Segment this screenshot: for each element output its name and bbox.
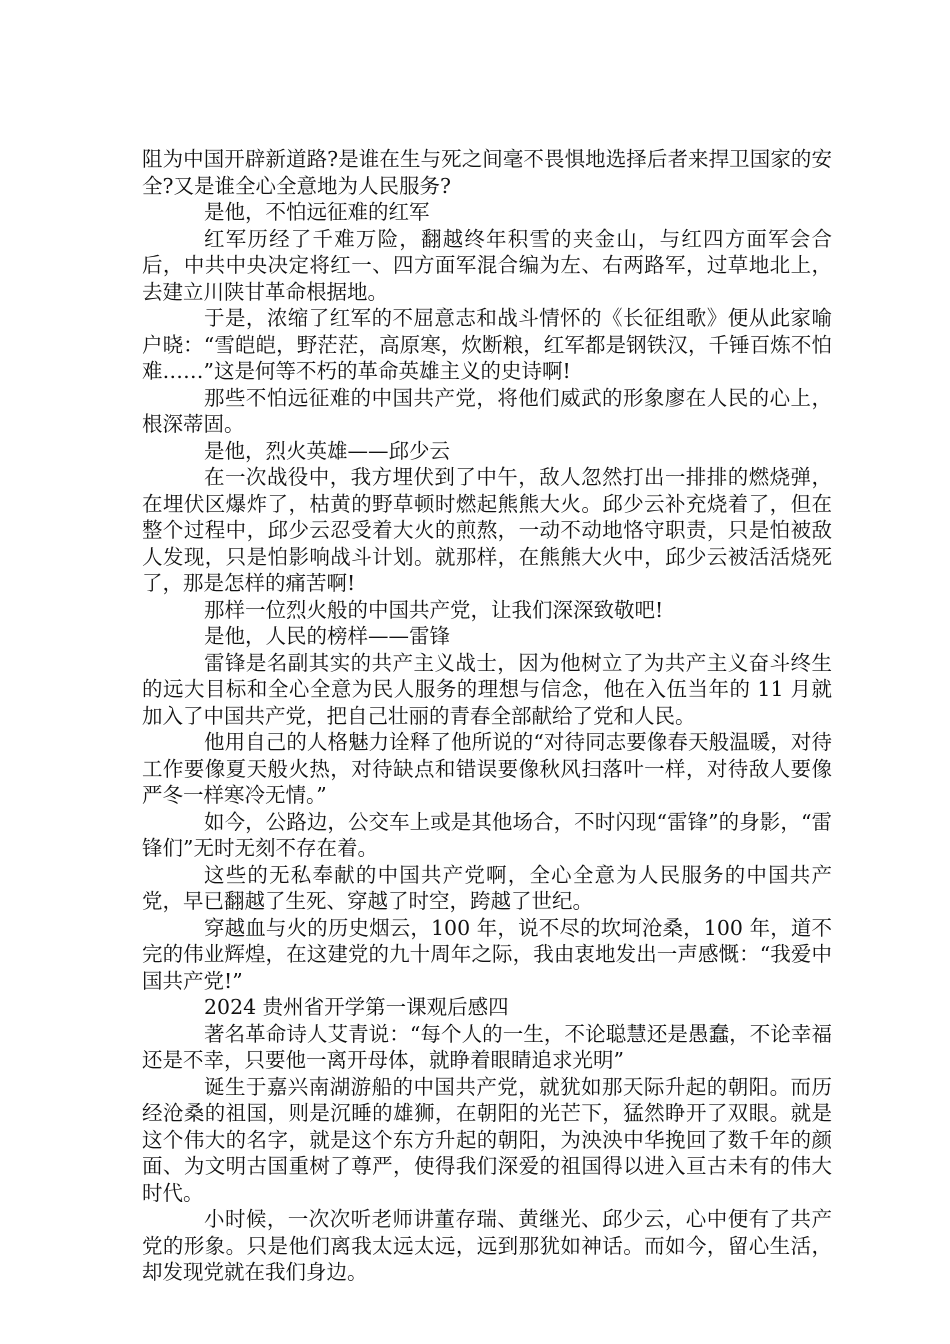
paragraph: 那样一位烈火般的中国共产党，让我们深深致敬吧!: [204, 597, 664, 622]
paragraph: 这些的无私奉献的中国共产党啊，全心全意为人民服务的中国共产党，早已翻越了生死、穿越了时空，跨越了世纪。: [142, 862, 832, 913]
paragraph: 雷锋是名副其实的共产主义战士，因为他树立了为共产主义奋斗终生的远大目标和全心全意为民人服务的理想与信念，他在入伍当年的 11 月就加入了中国共产党，把自己壮丽的青春全部献给了党和人民。: [142, 650, 832, 728]
section-heading: 是他，烈火英雄——邱少云: [204, 438, 450, 463]
paragraph: 阻为中国开辟新道路?是谁在生与死之间毫不畏惧地选择后者来捍卫国家的安全?又是谁全心全意地为人民服务?: [142, 147, 832, 198]
paragraph: 穿越血与火的历史烟云，100 年，说不尽的坎坷沧桑，100 年，道不完的伟业辉煌，在这建党的九十周年之际，我由衷地发出一声感慨：“我爱中国共产党!”: [142, 915, 832, 993]
section-heading: 是他，人民的榜样——雷锋: [204, 624, 450, 648]
paragraph: 那些不怕远征难的中国共产党，将他们威武的形象廖在人民的心上，根深蒂固。: [142, 385, 832, 436]
paragraph: 在一次战役中，我方埋伏到了中午，敌人忽然打出一排排的燃烧弹，在埋伏区爆炸了，枯黄的野草顿时燃起熊熊大火。邱少云补充烧着了，但在整个过程中，邱少云忍受着大火的煎熬，一动不动地恪守职责，只是怕被敌人发现，只是怕影响战斗计划。就那样，在熊熊大火中，邱少云被活活烧死了，那是怎样的痛苦啊!: [142, 465, 832, 595]
essay-title: 2024 贵州省开学第一课观后感四: [204, 995, 509, 1019]
paragraph: 他用自己的人格魅力诠释了他所说的“对待同志要像春天般温暖，对待工作要像夏天般火热，对待缺点和错误要像秋风扫落叶一样，对待敌人要像严冬一样寒冷无情。”: [142, 730, 832, 807]
paragraph: 诞生于嘉兴南湖游船的中国共产党，就犹如那天际升起的朝阳。而历经沧桑的祖国，则是沉睡的雄狮，在朝阳的光芒下，猛然睁开了双眼。就是这个伟大的名字，就是这个东方升起的朝阳，为泱泱中华挽回了数千年的颜面、为文明古国重树了尊严，使得我们深爱的祖国得以进入亘古未有的伟大时代。: [142, 1074, 832, 1205]
paragraph: 如今，公路边，公交车上或是其他场合，不时闪现“雷锋”的身影，“雷锋们”无时无刻不存在着。: [142, 809, 832, 860]
paragraph: 小时候，一次次听老师讲董存瑞、黄继光、邱少云，心中便有了共产党的形象。只是他们离我太远太远，远到那犹如神话。而如今，留心生活，却发现党就在我们身边。: [142, 1207, 832, 1284]
paragraph: 于是，浓缩了红军的不屈意志和战斗情怀的《长征组歌》便从此家喻户晓：“雪皑皑，野茫茫，高原寒，炊断粮，红军都是钢铁汉，千锤百炼不怕难……”这是何等不朽的革命英雄主义的史诗啊!: [142, 306, 832, 383]
paragraph: 红军历经了千难万险，翻越终年积雪的夹金山，与红四方面军会合后，中共中央决定将红一、四方面军混合编为左、右两路军，过草地北上，去建立川陕甘革命根据地。: [142, 226, 832, 304]
paragraph: 著名革命诗人艾青说：“每个人的一生，不论聪慧还是愚蠢，不论幸福还是不幸，只要他一离开母体，就睁着眼睛追求光明”: [142, 1021, 832, 1072]
document-body: [142, 146, 832, 1286]
section-heading: 是他，不怕远征难的红军: [204, 200, 430, 224]
